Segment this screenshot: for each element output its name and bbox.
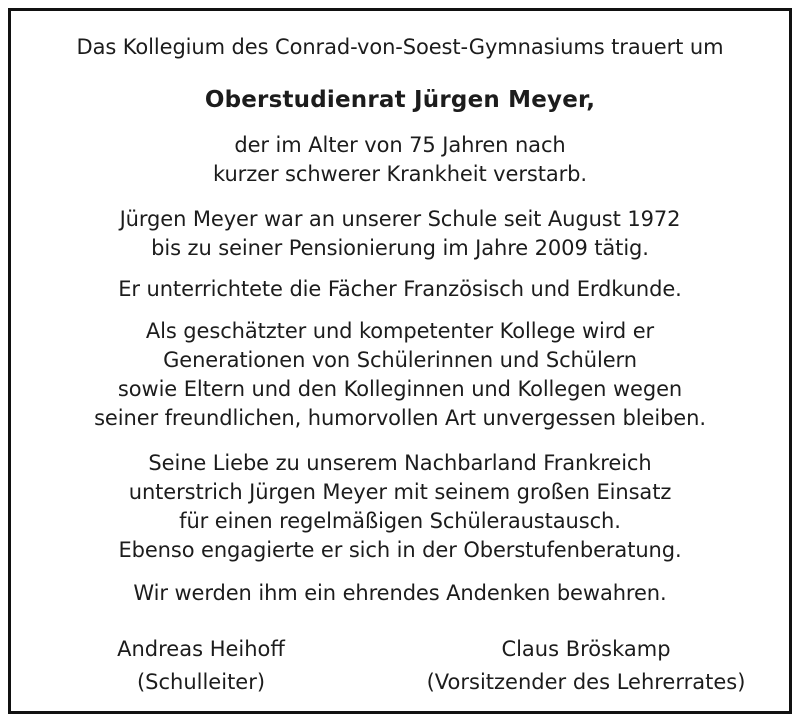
paragraph-line: Ebenso engagierte er sich in der Oberstufenberatung. — [118, 538, 682, 562]
obituary-notice — [8, 8, 792, 714]
paragraph-line: der im Alter von 75 Jahren nach — [234, 133, 566, 157]
paragraph-line: Er unterrichtete die Fächer Französisch und Erdkunde. — [118, 277, 682, 301]
paragraph-line: bis zu seiner Pensionierung im Jahre 2009 tätig. — [151, 236, 649, 260]
paragraph-line: unterstrich Jürgen Meyer mit seinem großen Einsatz — [128, 480, 672, 504]
paragraph-line: für einen regelmäßigen Schüleraustausch. — [179, 509, 621, 533]
paragraph-line: Seine Liebe zu unserem Nachbarland Frankreich — [148, 451, 652, 475]
paragraph-line: Als geschätzter und kompetenter Kollege wird er — [145, 319, 655, 343]
paragraph-line: Generationen von Schülerinnen und Schülern — [163, 348, 637, 372]
signatory-role-1: (Schulleiter) — [136, 670, 266, 694]
paragraph-line: seiner freundlichen, humorvollen Art unvergessen bleiben. — [94, 406, 706, 430]
signatory-role-2: (Vorsitzender des Lehrerrates) — [426, 670, 746, 694]
signatory-name-1: Andreas Heihoff — [117, 637, 285, 661]
deceased-name: Oberstudienrat Jürgen Meyer, — [204, 87, 596, 113]
paragraph-line: kurzer schwerer Krankheit verstarb. — [213, 162, 587, 186]
paragraph-line: sowie Eltern und den Kolleginnen und Kollegen wegen — [117, 377, 683, 401]
paragraph-line: Jürgen Meyer war an unserer Schule seit August 1972 — [119, 207, 681, 231]
closing-line: Wir werden ihm ein ehrendes Andenken bewahren. — [133, 581, 667, 605]
intro-line: Das Kollegium des Conrad-von-Soest-Gymnasiums trauert um — [76, 35, 724, 59]
signatory-name-2: Claus Bröskamp — [501, 637, 671, 661]
